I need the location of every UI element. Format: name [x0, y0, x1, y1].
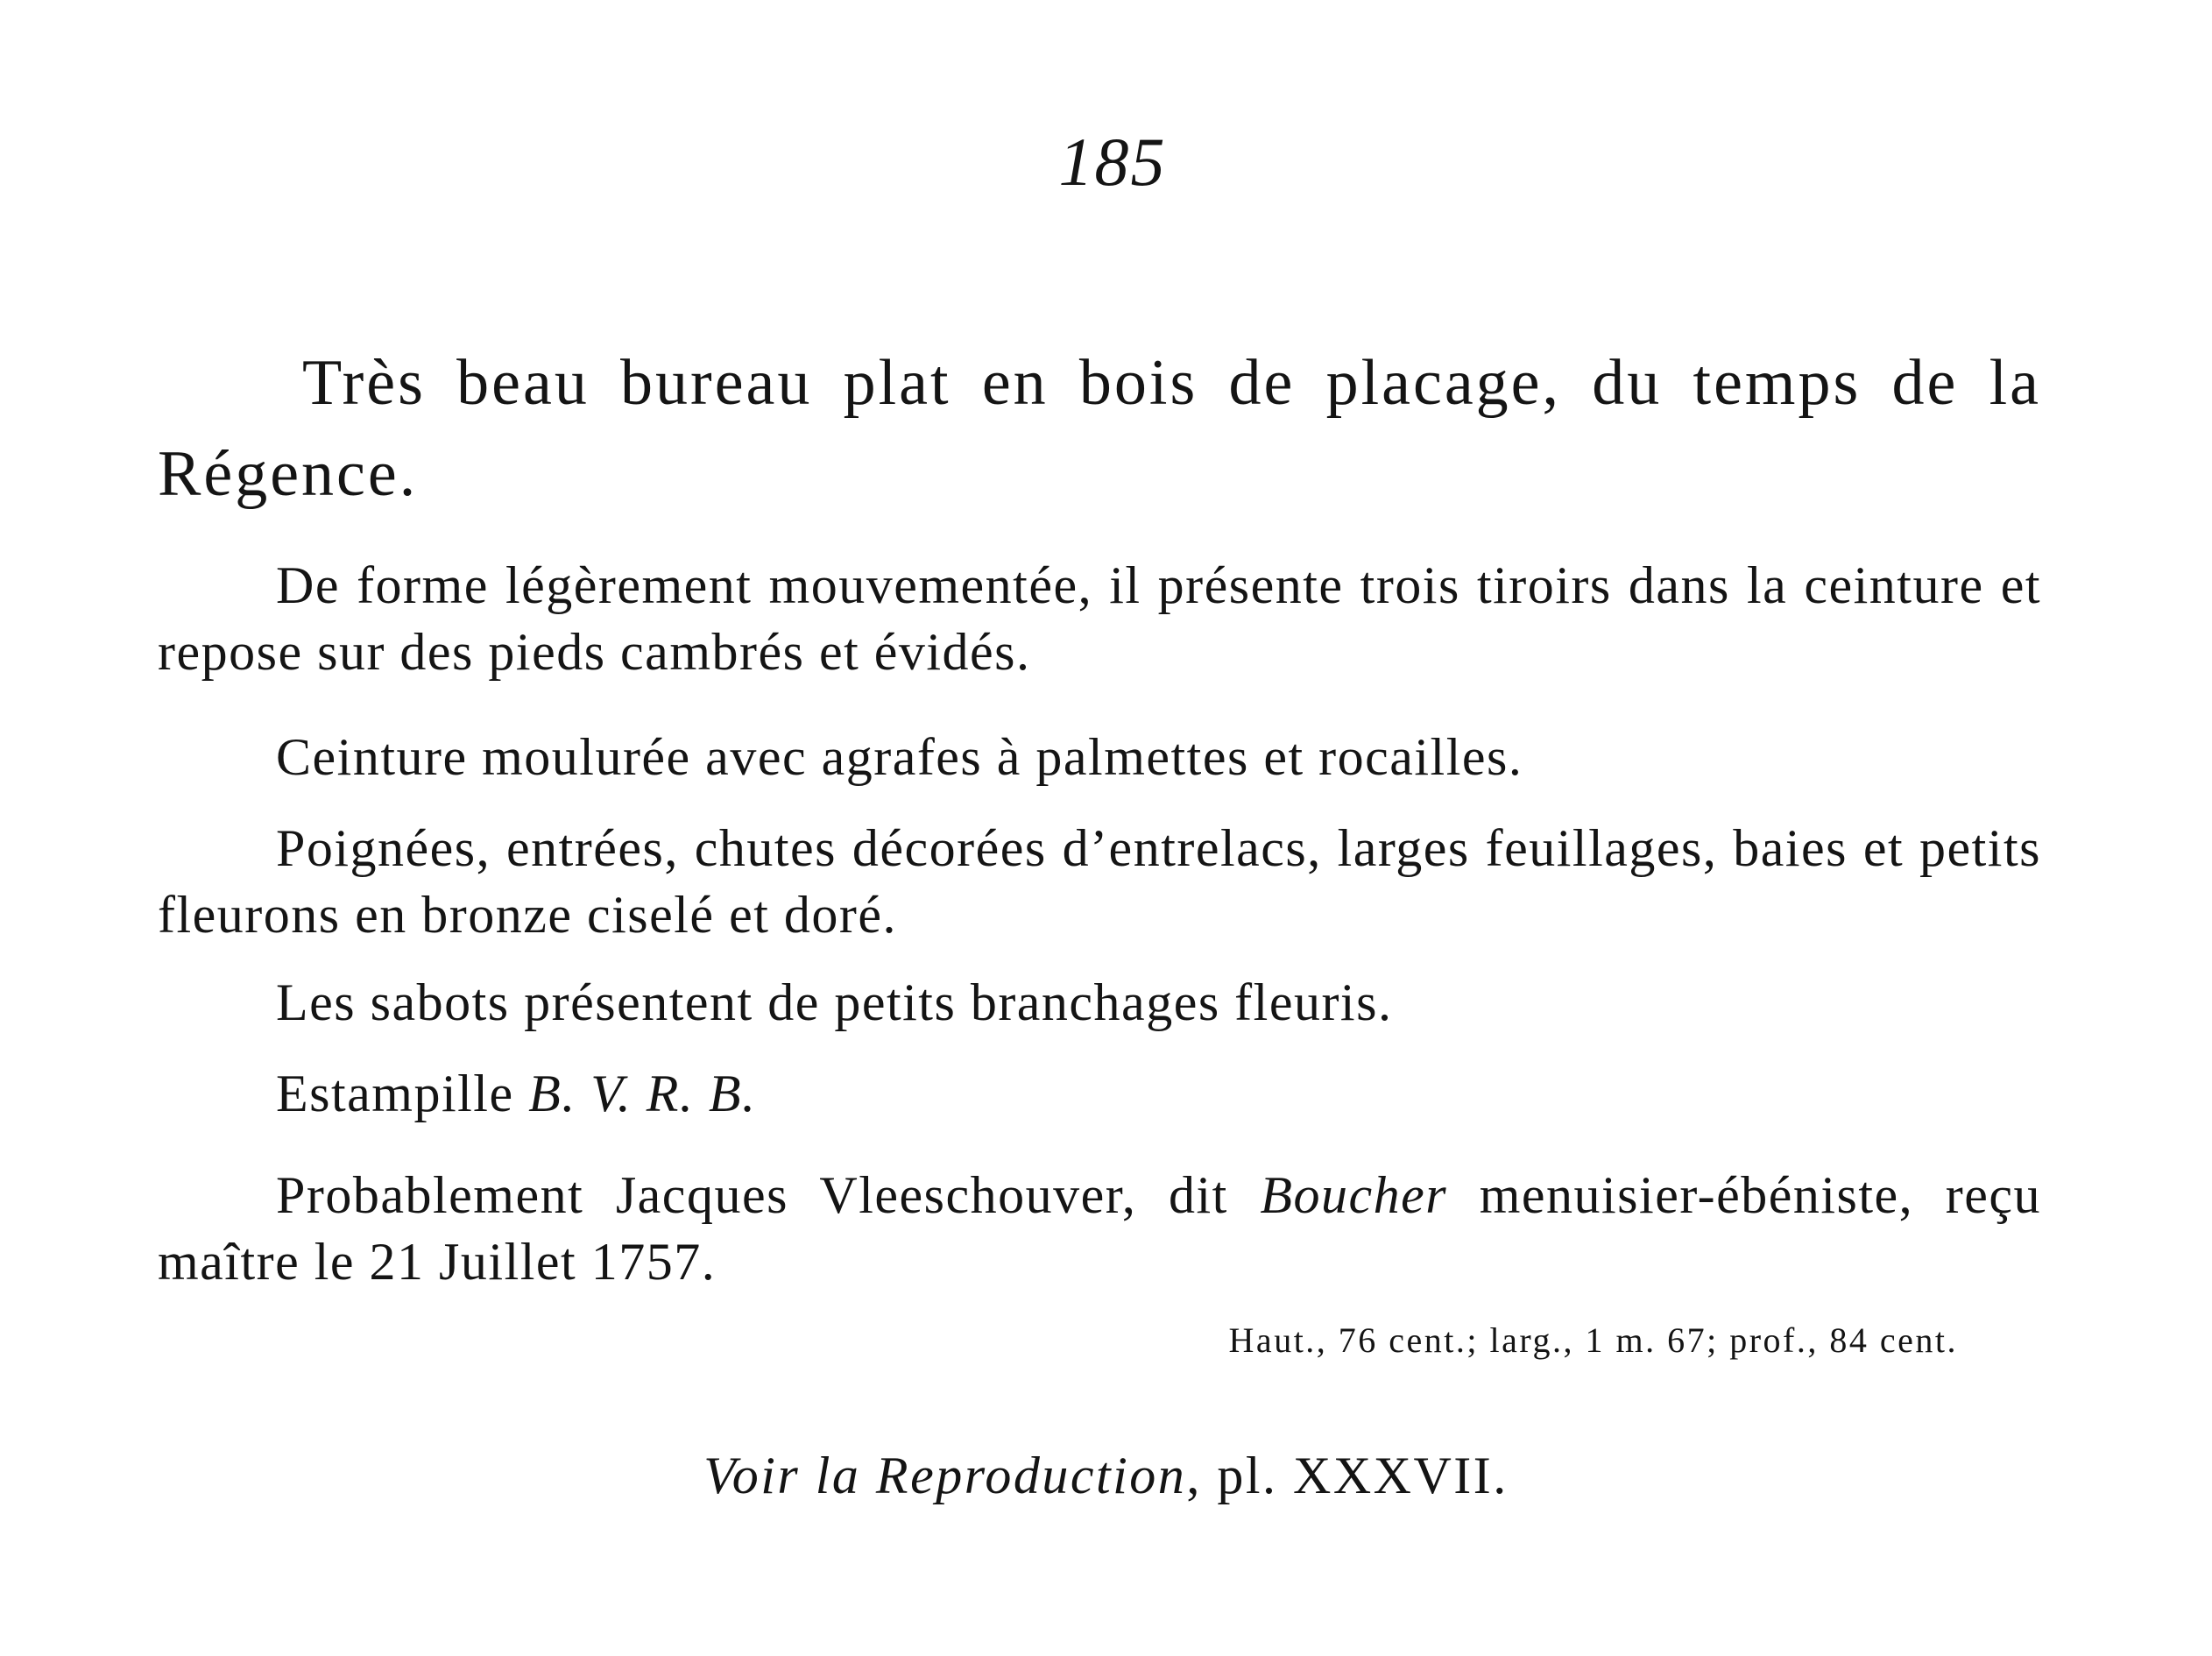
- estampille-stamp: B. V. R. B.: [528, 1065, 757, 1122]
- paragraph-form: De forme légèrement mouvementée, il présente trois tiroirs dans la ceinture et repose sur des pieds cambrés et évidés.: [158, 556, 2041, 681]
- paragraph-ceinture: Ceinture moulurée avec agrafes à palmettes et rocailles.: [276, 728, 1523, 786]
- paragraph-sabots: Les sabots présentent de petits branchages fleuris.: [276, 973, 1393, 1031]
- dimensions: Haut., 76 cent.; larg., 1 m. 67; prof., 84 cent.: [1228, 1320, 1958, 1360]
- paragraph-bronzes: Poignées, entrées, chutes décorées d’entrelacs, larges feuillages, baies et petits fleurons en bronze ciselé et doré.: [158, 819, 2041, 944]
- reference-italic: Voir la Reproduction: [703, 1447, 1187, 1504]
- paragraph-estampille: [158, 1060, 2041, 1127]
- attribution-name: Boucher: [1260, 1166, 1448, 1224]
- lot-number: 185: [1058, 124, 1167, 200]
- paragraph-attribution: [158, 1162, 2041, 1295]
- attribution-start: Probablement Jacques Vleeschouver, dit: [276, 1166, 1261, 1224]
- estampille-label: Estampille: [276, 1065, 529, 1122]
- item-heading: Très beau bureau plat en bois de placage, du temps de la Régence.: [158, 347, 2041, 510]
- attribution-end: menuisier-ébéniste, reçu maître le 21 Juillet 1757.: [158, 1166, 2041, 1291]
- plate-reference: [0, 1446, 2212, 1506]
- reference-plate: , pl. XXXVII.: [1186, 1447, 1509, 1504]
